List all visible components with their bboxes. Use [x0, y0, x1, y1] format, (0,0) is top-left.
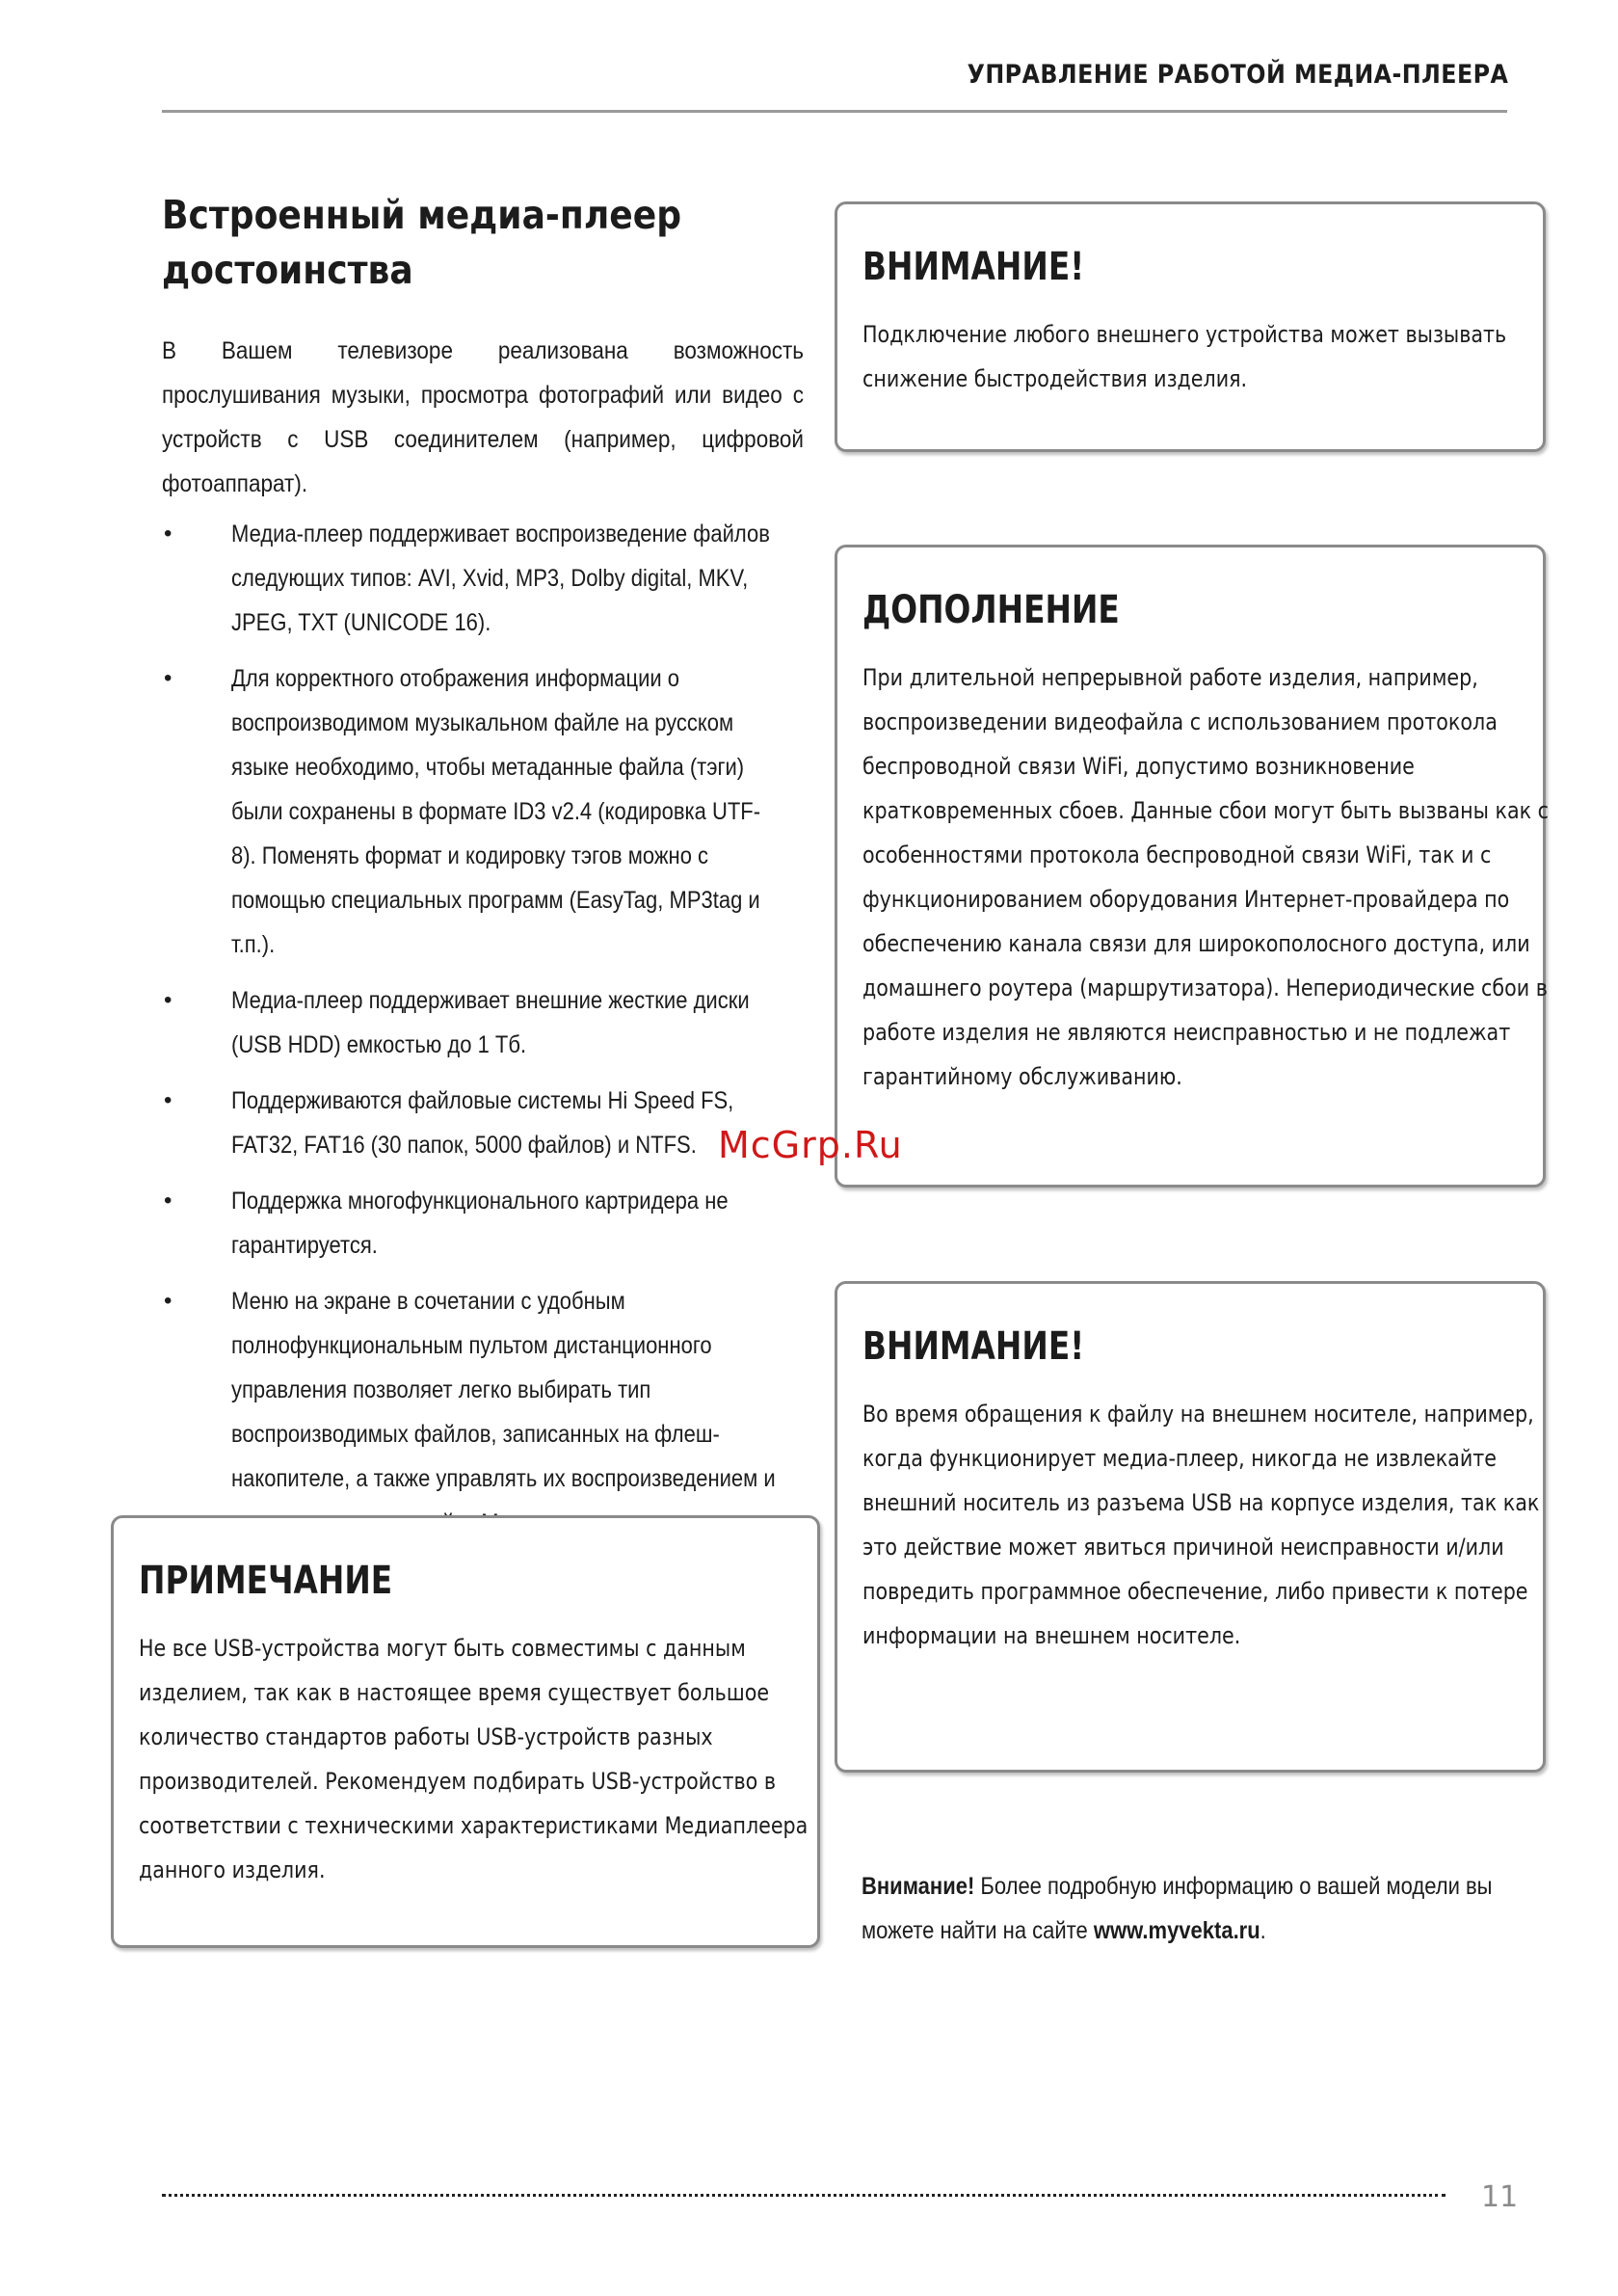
bullet-icon: •: [164, 1288, 172, 1314]
list-item-text: Меню на экране в сочетании с удобным полнофункциональным пультом дистанционного управления позволяет легко выбирать тип воспроизводимых файлов, записанных на флеш-накопителе, а также управлять их воспроизведением и: [231, 1288, 776, 1492]
watermark: McGrp.Ru: [718, 1124, 903, 1166]
list-item-text: Поддержка многофункционального картридера не гарантируется.: [231, 1188, 729, 1259]
warning-box-2: [835, 1281, 1546, 1773]
list-item: [162, 1079, 808, 1167]
main-column: [162, 188, 808, 1557]
bullet-icon: •: [164, 665, 172, 691]
footnote: [862, 1864, 1515, 1953]
intro-paragraph: В Вашем телевизоре реализована возможность прослушивания музыки, просмотра фотографий или видео с устройств с USB соединителем (например, цифровой фотоаппарат).: [162, 337, 804, 497]
bullet-icon: •: [164, 1188, 172, 1214]
footnote-text: Более подробную информацию о вашей модели вы можете найти на сайте: [862, 1873, 1493, 1944]
feature-list: [162, 512, 808, 1545]
page-header-title: УПРАВЛЕНИЕ РАБОТОЙ МЕДИА-ПЛЕЕРА: [967, 60, 1508, 90]
warning-box-1: [835, 201, 1546, 452]
list-item-text: Медиа-плеер поддерживает внешние жесткие диски (USB HDD) емкостью до 1 Тб.: [231, 987, 750, 1058]
list-item-text: Для корректного отображения информации о воспроизводимом музыкальном файле на русском языке необходимо, чтобы метаданные файла (тэги) были сохранены в формате ID3 v2.4 (кодировка UTF-8). Поменять формат и кодировку тэгов можно с помощью специальных программ (EasyTag, MP3tag и т.п.).: [231, 665, 761, 958]
warning-box-2-text: Во время обращения к файлу на внешнем носителе, например, когда функционирует медиа-плеер, никогда не извлекайте внешний носитель из разъема USB на корпусе изделия, так как это действие может явиться причиной неисправности и/или повредить программное обеспечение, либо привести к потере информации на внешнем носителе.: [862, 1401, 1540, 1649]
footnote-label: Внимание!: [862, 1873, 975, 1900]
warning-box-1-text: Подключение любого внешнего устройства может вызывать снижение быстродействия изделия.: [862, 321, 1507, 392]
list-item: [162, 1179, 808, 1268]
addition-box-text: При длительной непрерывной работе изделия, например, воспроизведении видеофайла с использованием протокола беспроводной связи WiFi, допустимо возникновение кратковременных сбоев. Данные сбои могут быть вызваны как с особенностями протокола беспроводной связи WiFi, так и с функционированием оборудования Интернет-провайдера по обеспечению канала связи для широкополосного доступа, или домашнего роутера (маршрутизатора). Непериодические сбои в работе изделия не являются неисправностью и не подлежат гарантийному обслуживанию.: [862, 664, 1550, 1090]
note-box: [111, 1515, 820, 1948]
list-item: [162, 512, 808, 645]
footnote-end: .: [1260, 1917, 1266, 1944]
website-link[interactable]: www.myvekta.ru: [1093, 1917, 1260, 1944]
addition-box: [835, 545, 1550, 1188]
note-box-title: ПРИМЕЧАНИЕ: [139, 1559, 393, 1603]
warning-box-2-title: ВНИМАНИЕ!: [862, 1324, 1085, 1369]
addition-box-title: ДОПОЛНЕНИЕ: [862, 588, 1120, 632]
page-number: 11: [1481, 2180, 1519, 2214]
bullet-icon: •: [164, 987, 172, 1013]
list-item: [162, 656, 808, 967]
bullet-icon: •: [164, 521, 172, 547]
warning-box-1-title: ВНИМАНИЕ!: [862, 245, 1085, 289]
list-item: [162, 978, 808, 1067]
list-item-text: Медиа-плеер поддерживает воспроизведение файлов следующих типов: AVI, Xvid, MP3, Dolby digital, MKV, JPEG, TXT (UNICODE 16).: [231, 521, 770, 636]
list-item-text: Поддерживаются файловые системы Hi Speed FS, FAT32, FAT16 (30 папок, 5000 файлов) и NTFS.: [231, 1087, 734, 1159]
bullet-icon: •: [164, 1087, 172, 1113]
footer-dotted-rule: [162, 2194, 1446, 2197]
list-item: [162, 1279, 808, 1545]
note-box-text: Не все USB-устройства могут быть совместимы с данным изделием, так как в настоящее время существует большое количество стандартов работы USB-устройств разных производителей. Рекомендуем подбирать USB-устройство в соответствии с техническими характеристиками Медиаплеера данного изделия.: [139, 1635, 809, 1883]
header-divider: [162, 110, 1507, 113]
section-title: Встроенный медиа-плеер достоинства: [162, 192, 682, 293]
